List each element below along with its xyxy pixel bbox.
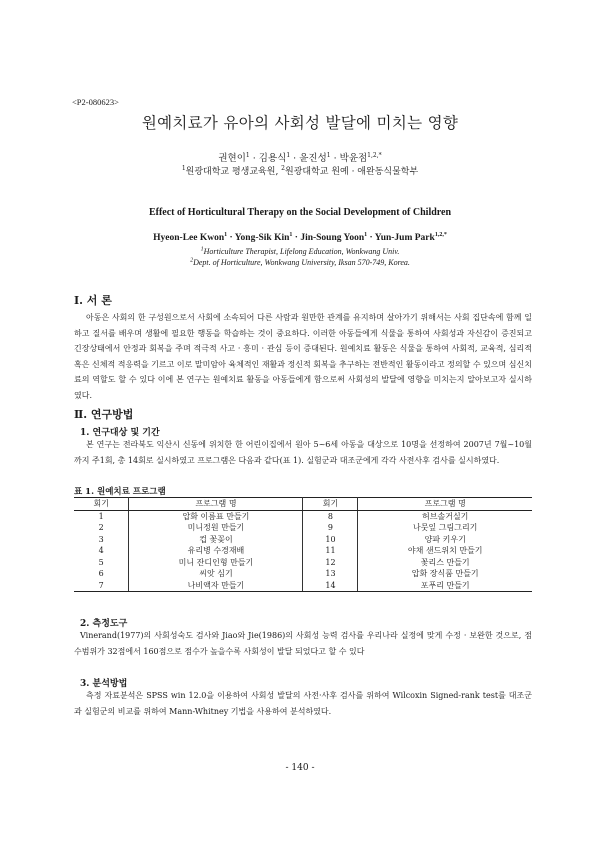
separator: · — [290, 153, 300, 164]
table-cell: 허브솔거실기 — [358, 510, 532, 522]
table-row — [74, 557, 532, 569]
author-name: 박윤점 — [339, 153, 368, 164]
affiliation-mark: 1 — [200, 246, 204, 253]
table-cell: 포푸리 만들기 — [358, 580, 532, 592]
table-cell: 나비액자 만들기 — [129, 580, 303, 592]
table-cell: 꽃리스 만들기 — [358, 557, 532, 569]
author-name: Yun-Jum Park — [374, 233, 435, 243]
affiliation-mark: 1,2,* — [367, 151, 382, 159]
separator: · — [227, 233, 235, 243]
english-affiliation-1 — [0, 247, 600, 256]
affiliation-mark: 1,2,* — [434, 231, 447, 238]
affiliation-text: Horticulture Therapist, Lifelong Education, Wonkwang Univ. — [203, 247, 400, 256]
table-cell: 유리병 수경재배 — [129, 545, 303, 557]
section-heading-methods: Ⅱ. 연구방법 — [74, 408, 134, 421]
affiliation-mark: 1 — [286, 151, 291, 159]
table-row — [74, 510, 532, 522]
table-cell: 3 — [74, 534, 129, 546]
separator: · — [292, 233, 301, 243]
affiliation-mark: 1 — [181, 165, 186, 172]
section-heading-introduction: Ⅰ. 서 론 — [74, 294, 112, 307]
table-cell: 컵 꽃꽂이 — [129, 534, 303, 546]
table-cell: 13 — [303, 568, 358, 580]
korean-title: 원예치료가 유아의 사회성 발달에 미치는 영향 — [141, 114, 459, 132]
subsection-heading-subjects: 1. 연구대상 및 기간 — [80, 428, 160, 438]
table-cell: 미니정원 만들기 — [129, 522, 303, 534]
affiliation-mark: 1 — [364, 231, 368, 238]
author-name: 윤진성 — [299, 153, 327, 164]
table-cell: 씨앗 심기 — [129, 568, 303, 580]
affiliation-text: 원광대학교 평생교육원, — [185, 167, 282, 177]
table-header-cell: 프로그램 명 — [358, 498, 532, 511]
table-row — [74, 568, 532, 580]
table-cell: 1 — [74, 510, 129, 522]
affiliation-mark: 1 — [224, 231, 228, 238]
table-cell: 7 — [74, 580, 129, 592]
table-header-cell: 프로그램 명 — [129, 498, 303, 511]
table-header-cell: 회기 — [74, 498, 129, 511]
table-cell: 나뭇잎 그림그리기 — [358, 522, 532, 534]
table-row — [74, 522, 532, 534]
table-header-cell: 회기 — [303, 498, 358, 511]
author-name: 권현이 — [218, 153, 246, 164]
english-authors — [0, 233, 600, 243]
affiliation-text: 원광대학교 원예 · 애완동식물학부 — [285, 167, 419, 177]
separator: · — [367, 233, 375, 243]
table-cell: 14 — [303, 580, 358, 592]
separator: · — [249, 153, 259, 164]
korean-affiliation — [0, 164, 600, 177]
table-cell: 압화 이름표 만들기 — [129, 510, 303, 522]
affiliation-mark: 1 — [326, 151, 331, 159]
table-cell: 8 — [303, 510, 358, 522]
subsection-heading-instruments: 2. 측정도구 — [80, 619, 128, 629]
author-name: Yong-Sik Kin — [234, 233, 290, 243]
affiliation-mark: 2 — [281, 165, 285, 172]
table-cell: 9 — [303, 522, 358, 534]
author-name: 김용식 — [258, 153, 287, 164]
author-name: Jin-Soung Yoon — [300, 233, 365, 243]
table-cell: 11 — [303, 545, 358, 557]
table-cell: 5 — [74, 557, 129, 569]
table-cell: 12 — [303, 557, 358, 569]
table-caption: 표 1. 원예치료 프로그램 — [74, 487, 166, 497]
table-row — [74, 545, 532, 557]
table-cell: 미니 잔디인형 만들기 — [129, 557, 303, 569]
table-cell: 10 — [303, 534, 358, 546]
korean-authors — [0, 150, 600, 164]
separator: · — [330, 153, 340, 164]
affiliation-mark: 1 — [245, 151, 250, 159]
introduction-paragraph: 아동은 사회의 한 구성원으로서 사회에 소속되어 다른 사람과 원만한 관계를 유지하며 살아가기 위해서는 사회 집단속에 함께 일하고 질서를 배우며 생활에 필요한 행동을 학습하는 것이 중요하다. 이러한 아동들에게 식물을 통하여 사회성과 자신감이 증진되고 긴장상태에서 안정과 회복을 주며 적극적 사고 · 흥미 · 관심 등이 증대된다. 원예치료 활동은 식물을 통하여 사회적, 교육적, 심리적 혹은 신체적 적응력을 기르고 이로 말미암아 육체적인 재활과 정신적 회복을 추구하는 전반적인 활동이라고 정의할 수 있으며 심신치료의 역할도 할 수 있다 이에 본 연구는 원예치료 활동을 아동들에게 함으로써 사회성의 발달에 영향을 미치는지 알아보고자 실시하였다. — [74, 313, 532, 400]
table-cell: 양파 키우기 — [358, 534, 532, 546]
table-cell: 압화 장식품 만들기 — [358, 568, 532, 580]
table-header-row — [74, 498, 532, 511]
english-affiliation-2 — [0, 258, 600, 267]
analysis-paragraph: 측정 자료분석은 SPSS win 12.0을 이용하여 사회성 발달의 사전·사후 검사를 위하여 Wilcoxin Signed-rank test를 대조군과 실험군의 비교를 위하여 Mann-Whitney 기법을 사용하여 분석하였다. — [74, 691, 532, 716]
table-cell: 6 — [74, 568, 129, 580]
affiliation-mark: 2 — [190, 257, 194, 264]
table-cell: 야채 샌드위치 만들기 — [358, 545, 532, 557]
table-cell: 4 — [74, 545, 129, 557]
subsection-heading-analysis: 3. 분석방법 — [80, 679, 128, 689]
instruments-paragraph: Vinerand(1977)의 사회성숙도 검사와 Jiao와 Jie(1986)의 사회성 능력 검사를 우리나라 실정에 맞게 수정 · 보완한 것으로, 점수범위가 32점에서 160점으로 점수가 높을수록 사회성이 발달 되었다고 할 수 있다 — [74, 631, 532, 656]
english-title: Effect of Horticultural Therapy on the Social Development of Children — [148, 207, 452, 218]
affiliation-text: Dept. of Horticulture, Wonkwang University, Iksan 570-749, Korea. — [193, 258, 410, 267]
table-row — [74, 580, 532, 592]
program-table — [74, 497, 532, 592]
page-number: - 140 - — [285, 763, 315, 773]
subjects-paragraph: 본 연구는 전라북도 익산시 신동에 위치한 한 어린이집에서 원아 5~6세 아동을 대상으로 10명을 선정하여 2007년 7월~10월까지 주1회, 총 14회로 실시하였고 프로그램은 다음과 같다(표 1). 실험군과 대조군에게 각각 사전사후 검사를 실시하였다. — [74, 440, 532, 465]
table-row — [74, 534, 532, 546]
table-cell: 2 — [74, 522, 129, 534]
author-name: Hyeon-Lee Kwon — [153, 233, 225, 243]
affiliation-mark: 1 — [289, 231, 293, 238]
document-code: <P2-080623> — [72, 97, 119, 107]
